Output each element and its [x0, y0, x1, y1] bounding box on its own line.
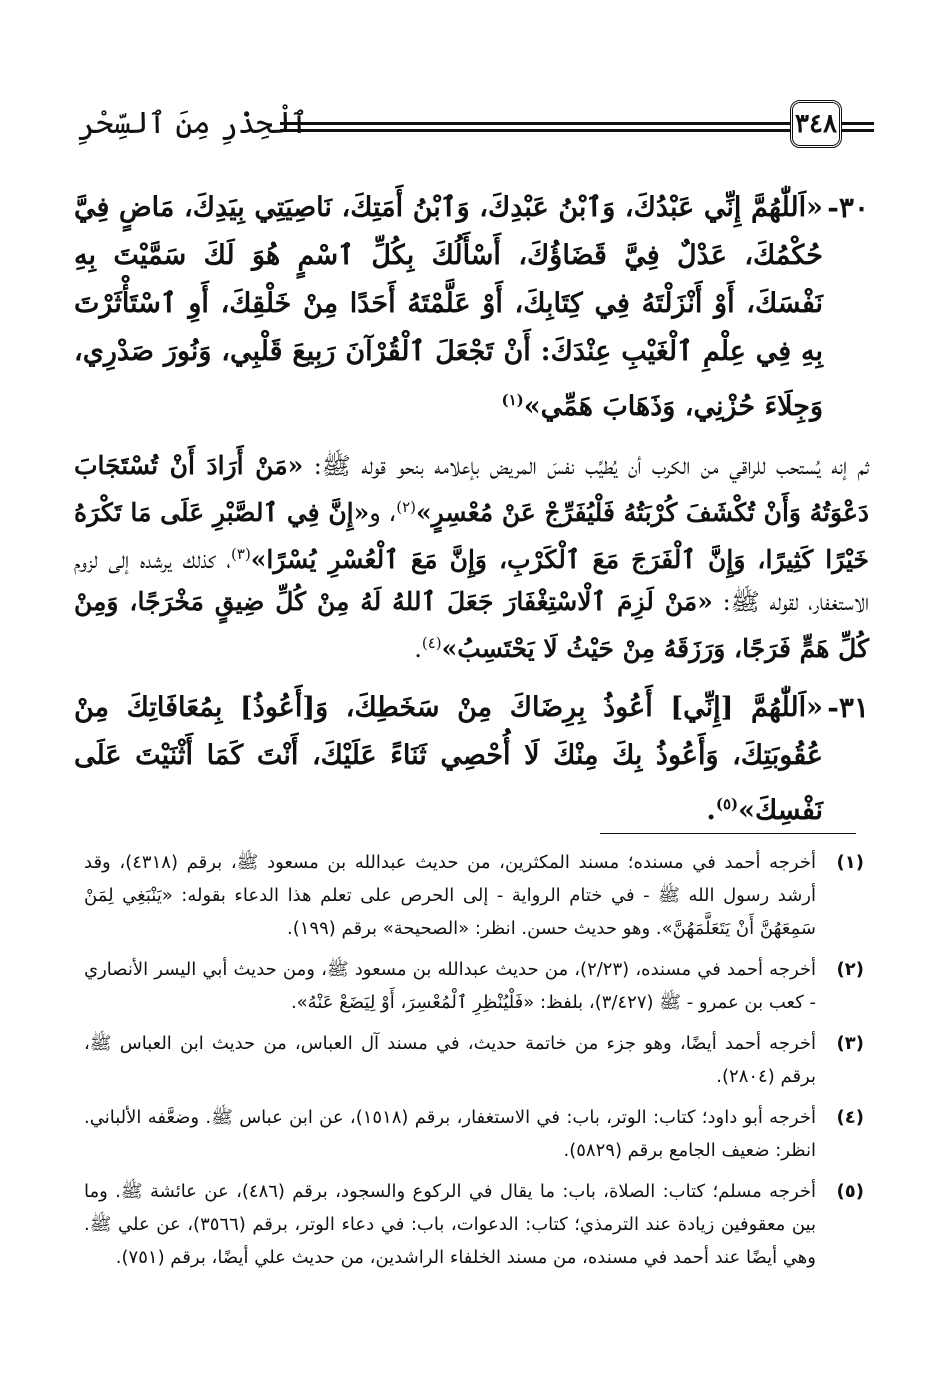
footnote — [84, 846, 864, 945]
header-rule-right — [842, 122, 874, 132]
footnote-text: أخرجه أحمد في مسنده؛ مسند المكثرين، من حديث عبدالله بن مسعود ﷺ، برقم (٤٣١٨)، وقد أرشد رسول الله ﷺ - في ختام الرواية - إلى الحرص على تعلم هذا الدعاء بقوله: «يَنْبَغِي لِمَنْ سَمِعَهُنَّ أَنْ يَتَعَلَّمَهُنَّ». وهو حديث حسن. انظر: «الصحيحة» برقم (١٩٩). — [84, 852, 816, 939]
footnote — [84, 1101, 864, 1167]
footnote — [84, 1027, 864, 1093]
paragraph-text: . — [414, 635, 422, 663]
body-paragraph — [74, 445, 869, 670]
footnote-number: (٣) — [836, 1033, 864, 1054]
running-title: ٱلْحِذْرِ مِنَ ٱلسِّحْرِ — [78, 106, 309, 141]
item-text — [74, 184, 823, 431]
footnote-ref[interactable]: (٤) — [421, 634, 442, 652]
hadith-quote: «مَنْ لَزِمَ ٱلْاسْتِغْفَارَ جَعَلَ ٱللهُ لَهُ مِنْ كُلِّ ضِيقٍ مَخْرَجًا، وَمِنْ كُلِّ هَمٍّ فَرَجًا، وَرَزَقَهُ مِنْ حَيْثُ لَا يَحْتَسِبُ» — [74, 587, 869, 663]
hadith-quote: «مَنْ أَرَادَ أَنْ تُسْتَجَابَ دَعْوَتُهُ وَأَنْ تُكْشَفَ كُرْبَتُهُ فَلْيُفَرِّجْ عَنْ مُعْسِرٍ» — [74, 451, 869, 527]
supplication-item — [74, 184, 869, 431]
footnote-number: (٥) — [836, 1181, 864, 1202]
page-header — [70, 100, 860, 158]
footnote-text: أخرجه أحمد أيضًا، وهو جزء من خاتمة حديث، في مسند آل العباس، من حديث ابن العباس ﷺ، برقم (٢٨٠٤). — [84, 1033, 816, 1087]
footnote-text: أخرجه مسلم؛ كتاب: الصلاة، باب: ما يقال في الركوع والسجود، برقم (٤٨٦)، عن عائشة ﷺ. وما بين معقوفين زيادة عند الترمذي؛ كتاب: الدعوات، باب: في دعاء الوتر، برقم (٣٥٦٦)، عن علي ﷺ. وهي أيضًا عند أحمد في مسنده، من مسند الخلفاء الراشدين، من حديث علي أيضًا، برقم (٧٥١). — [84, 1181, 817, 1268]
footnote — [84, 1175, 864, 1274]
supplication-text: «اَللّٰهُمَّ إِنِّي عَبْدُكَ، وَٱبْنُ عَبْدِكَ، وَٱبْنُ أَمَتِكَ، نَاصِيَتِي بِيَدِكَ، مَاضٍ فِيَّ حُكْمُكَ، عَدْلٌ فِيَّ قَضَاؤُكَ، أَسْأَلُكَ بِكُلِّ ٱسْمٍ هُوَ لَكَ سَمَّيْتَ بِهِ نَفْسَكَ، أَوْ أَنْزَلْتَهُ فِي كِتَابِكَ، أَوْ عَلَّمْتَهُ أَحَدًا مِنْ خَلْقِكَ، أَوِ ٱسْتَأْثَرْتَ بِهِ فِي عِلْمِ ٱلْغَيْبِ عِنْدَكَ: أَنْ تَجْعَلَ ٱلْقُرْآنَ رَبِيعَ قَلْبِي، وَنُورَ صَدْرِي، وَجِلَاءَ حُزْنِي، وَذَهَابَ هَمِّي» — [74, 192, 823, 422]
item-number: ٣٠- — [827, 191, 869, 224]
footnote-ref[interactable]: (٢) — [396, 498, 417, 516]
footnote-text: أخرجه أحمد في مسنده، (٢/٢٣)، من حديث عبدالله بن مسعود ﷺ، ومن حديث أبي اليسر الأنصاري - كعب بن عمرو - ﷺ (٣/٤٢٧)، بلفظ: «فَلْيُنْظِرِ ٱلْمُعْسِرَ، أَوْ لِيَضَعْ عَنْهُ». — [84, 959, 817, 1013]
footnote-number: (٢) — [836, 959, 864, 980]
item-end: . — [706, 795, 716, 826]
paragraph-text: ، كذلك يرشده إلى لزوم الاستغفار، لقوله ﷺ: — [74, 546, 869, 616]
footnote — [84, 953, 864, 1019]
header-rule-left — [280, 122, 790, 132]
footnote-number: (١) — [836, 852, 864, 873]
footnote-ref[interactable]: (١) — [501, 391, 524, 409]
footnote-number: (٤) — [836, 1107, 864, 1128]
footnote-ref[interactable]: (٥) — [715, 795, 739, 813]
hadith-quote: «إِنَّ فِي ٱلصَّبْرِ عَلَى مَا تَكْرَهُ خَيْرًا كَثِيرًا، وَإِنَّ ٱلْفَرَجَ مَعَ ٱلْكَرْبِ، وَإِنَّ مَعَ ٱلْعُسْرِ يُسْرًا» — [74, 498, 869, 574]
footnote-separator — [600, 833, 856, 834]
supplication-text: «اَللّٰهُمَّ [إِنِّي] أَعُوذُ بِرِضَاكَ مِنْ سَخَطِكَ، وَ[أَعُوذُ] بِمُعَافَاتِكَ مِنْ عُقُوبَتِكَ، وَأَعُوذُ بِكَ مِنْكَ لَا أُحْصِي ثَنَاءً عَلَيْكَ، أَنْتَ كَمَا أَثْنَيْتَ عَلَى نَفْسِكَ» — [74, 692, 823, 826]
paragraph-text: ، و — [369, 499, 397, 527]
footnote-text: أخرجه أبو داود؛ كتاب: الوتر، باب: في الاستغفار، برقم (١٥١٨)، عن ابن عباس ﷺ. وضعَّفه الألباني. انظر: ضعيف الجامع برقم (٥٨٢٩). — [84, 1107, 816, 1161]
main-content — [74, 184, 869, 849]
supplication-item — [74, 684, 869, 835]
item-text — [74, 684, 823, 835]
page-number: ٣٤٨ — [790, 100, 842, 148]
paragraph-text: ثم إنه يُستحب للراقي من الكرب أن يُطيِّب نفسَ المريض بإعلامه بنحو قوله ﷺ: — [303, 452, 870, 480]
footnotes — [84, 846, 864, 1282]
item-number: ٣١- — [827, 691, 869, 724]
footnote-ref[interactable]: (٣) — [231, 545, 251, 563]
